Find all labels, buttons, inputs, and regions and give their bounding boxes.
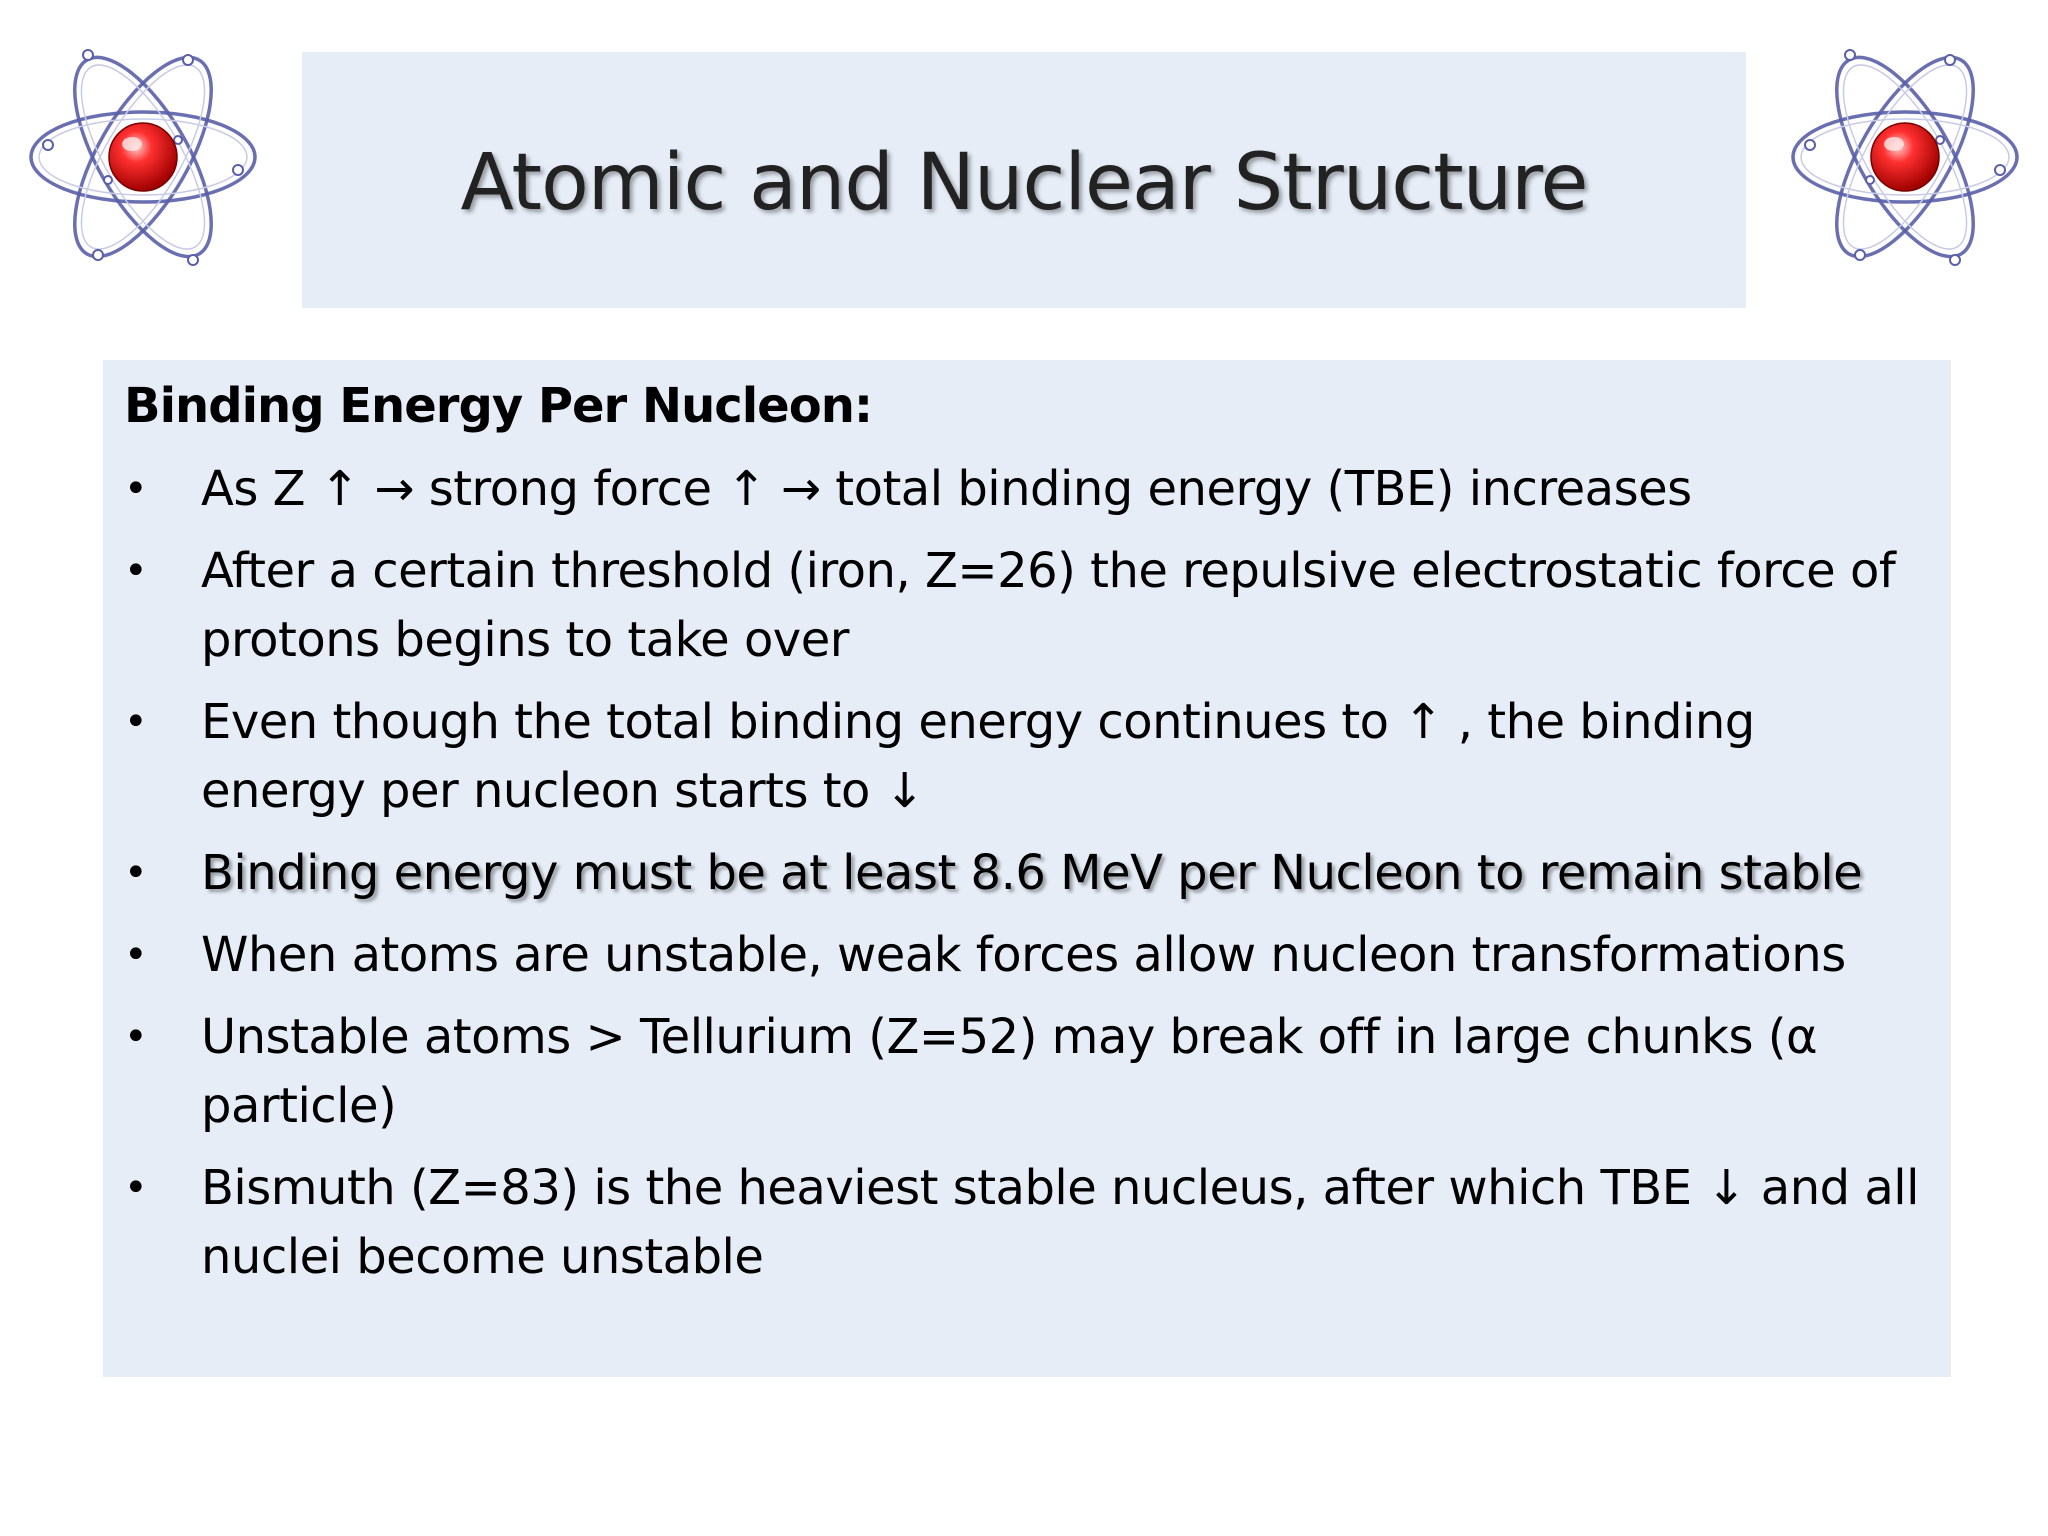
bullet-icon: • — [124, 850, 148, 896]
list-item — [103, 921, 1951, 990]
list-item — [103, 1154, 1951, 1292]
bullet-text: Even though the total binding energy continues to ↑ , the binding energy per nucleon starts to ↓ — [201, 694, 1755, 819]
list-item — [103, 537, 1951, 675]
bullet-icon: • — [124, 1014, 148, 1060]
bullet-text: After a certain threshold (iron, Z=26) the repulsive electrostatic force of protons begins to take over — [201, 543, 1896, 668]
list-item — [103, 688, 1951, 826]
bullet-text-emphasized: Binding energy must be at least 8.6 MeV per Nucleon to remain stable — [201, 845, 1863, 901]
bullet-icon: • — [124, 466, 148, 512]
bullet-text: Bismuth (Z=83) is the heaviest stable nucleus, after which TBE ↓ and all nuclei become unstable — [201, 1160, 1919, 1285]
atom-icon — [1790, 20, 2020, 295]
content-panel — [103, 360, 1951, 1377]
atom-icon — [28, 20, 258, 295]
bullet-text: When atoms are unstable, weak forces allow nucleon transformations — [201, 927, 1846, 983]
title-banner — [302, 52, 1746, 308]
bullet-list — [103, 455, 1951, 1305]
list-item — [103, 839, 1951, 908]
bullet-icon: • — [124, 548, 148, 594]
bullet-icon: • — [124, 699, 148, 745]
list-item — [103, 1003, 1951, 1141]
bullet-text: As Z ↑ → strong force ↑ → total binding energy (TBE) increases — [201, 461, 1692, 517]
bullet-icon: • — [124, 932, 148, 978]
section-heading: Binding Energy Per Nucleon: — [124, 378, 873, 434]
list-item — [103, 455, 1951, 524]
bullet-text: Unstable atoms > Tellurium (Z=52) may break off in large chunks (α particle) — [201, 1009, 1818, 1134]
bullet-icon: • — [124, 1165, 148, 1211]
page-title: Atomic and Nuclear Structure — [460, 138, 1588, 228]
